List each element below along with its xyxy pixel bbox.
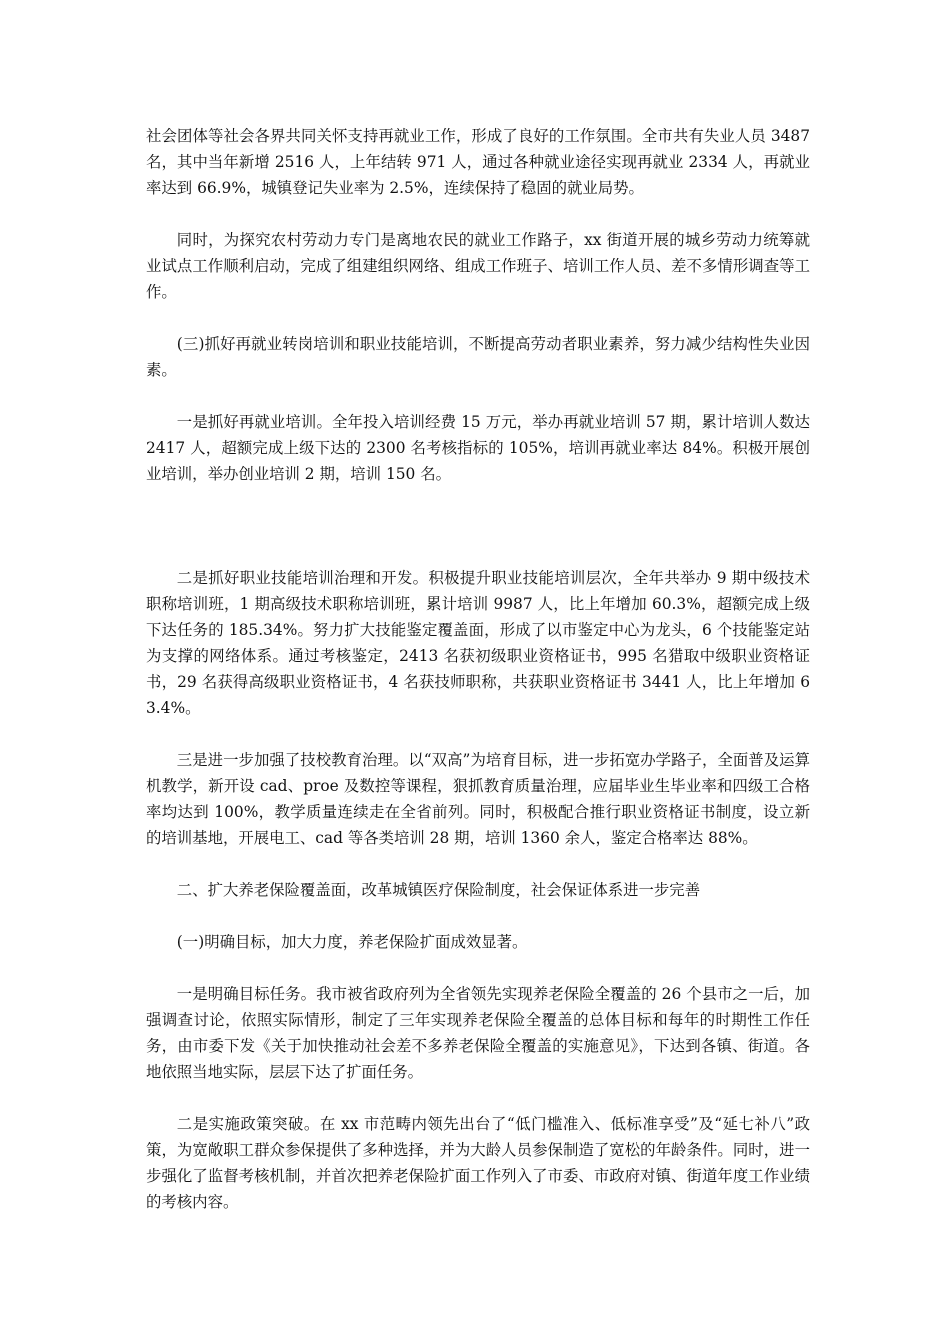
document-body: [146, 123, 810, 1241]
page-break-gap: [146, 513, 810, 565]
paragraph-reemployment-training: 一是抓好再就业培训。全年投入培训经费 15 万元，举办再就业培训 57 期，累计培训人数达 2417 人，超额完成上级下达的 2300 名考核指标的 105%，培训再就业率达 84%。积极开展创业培训，举办创业培训 2 期，培训 150 名。: [146, 413, 810, 483]
paragraph-rural-labor-pilot: 同时，为探究农村劳动力专门是离地农民的就业工作路子，xx 街道开展的城乡劳动力统筹就业试点工作顺利启动，完成了组建组织网络、组成工作班子、培训工作人员、差不多情形调查等工作。: [146, 231, 810, 301]
paragraph-section-three-heading: (三)抓好再就业转岗培训和职业技能培训，不断提高劳动者职业素养，努力减少结构性失业因素。: [146, 335, 810, 379]
paragraph-employment-stats: 社会团体等社会各界共同关怀支持再就业工作，形成了良好的工作氛围。全市共有失业人员 3487 名，其中当年新增 2516 人，上年结转 971 人，通过各种就业途径实现再就业 2334 人，再就业率达到 66.9%，城镇登记失业率为 2.5%，连续保持了稳固的就业局势。: [146, 127, 810, 197]
paragraph-part-two-heading: 二、扩大养老保险覆盖面，改革城镇医疗保险制度，社会保证体系进一步完善: [176, 881, 701, 899]
paragraph-vocational-skills-training: 二是抓好职业技能培训治理和开发。积极提升职业技能培训层次，全年共举办 9 期中级技术职称培训班，1 期高级技术职称培训班，累计培训 9987 人，比上年增加 60.3%，超额完成上级下达任务的 185.34%。努力扩大技能鉴定覆盖面，形成了以市鉴定中心为龙头，6 个技能鉴定站为支撑的网络体系。通过考核鉴定，2413 名获初级职业资格证书，995 名猎取中级职业资格证书，29 名获得高级职业资格证书，4 名获技师职称，共获职业资格证书 3441 人，比上年增加 63.4%。: [146, 569, 810, 717]
paragraph-clear-targets: 一是明确目标任务。我市被省政府列为全省领先实现养老保险全覆盖的 26 个县市之一后，加强调查讨论，依照实际情形，制定了三年实现养老保险全覆盖的总体目标和每年的时期性工作任务，由市委下发《关于加快推动社会差不多养老保险全覆盖的实施意见》，下达到各镇、街道。各地依照当地实际，层层下达了扩面任务。: [146, 985, 810, 1081]
paragraph-technical-school-education: 三是进一步加强了技校教育治理。以“双高”为培育目标，进一步拓宽办学路子，全面普及运算机教学，新开设 cad、proe 及数控等课程，狠抓教育质量治理，应届毕业生毕业率和四级工合格率均达到 100%，教学质量连续走在全省前列。同时，积极配合推行职业资格证书制度，设立新的培训基地，开展电工、cad 等各类培训 28 期，培训 1360 余人，鉴定合格率达 88%。: [146, 751, 810, 847]
paragraph-subsection-one-heading: (一)明确目标，加大力度，养老保险扩面成效显著。: [176, 933, 528, 951]
paragraph-policy-breakthrough: 二是实施政策突破。在 xx 市范畴内领先出台了“低门槛准入、低标准享受”及“延七补八”政策，为宽敞职工群众参保提供了多种选择，并为大龄人员参保制造了宽松的年龄条件。同时，进一步强化了监督考核机制，并首次把养老保险扩面工作列入了市委、市政府对镇、街道年度工作业绩的考核内容。: [146, 1115, 810, 1211]
